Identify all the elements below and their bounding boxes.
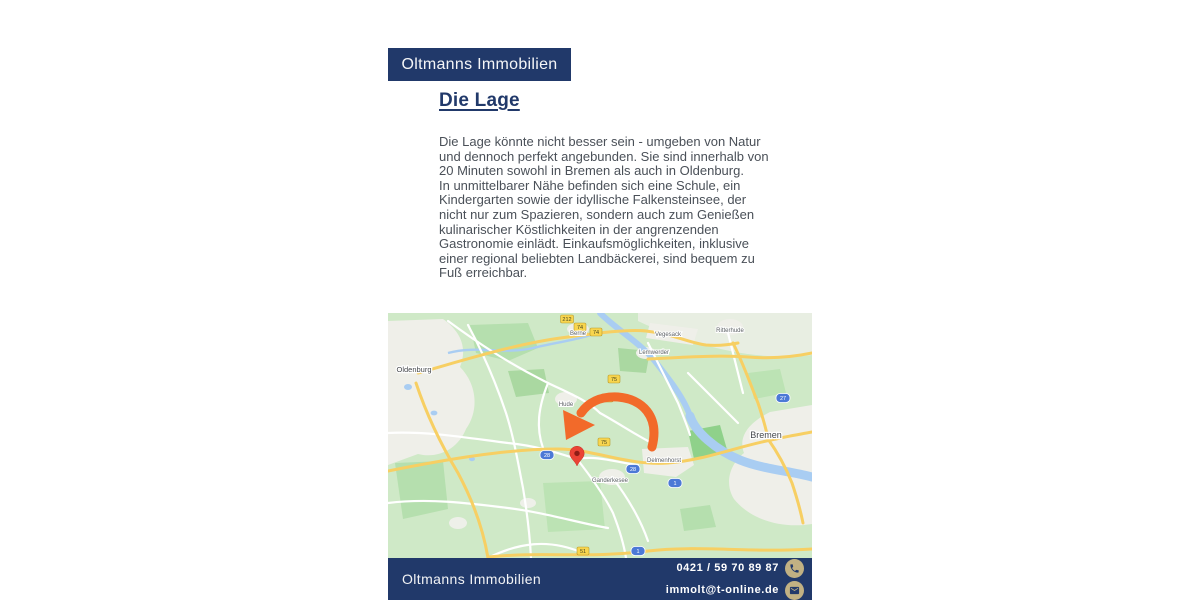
mail-icon (785, 581, 804, 600)
location-paragraph-2: In unmittelbarer Nähe befinden sich eine Schule, ein Kindergarten sowie der idyllische Falkensteinsee, der nicht nur zum Spazieren, sondern auch zum Genießen kulinarischer Köstlichkeiten in der angrenzenden Gastronomie einlädt. Einkaufsmöglichkeiten, inklusive einer regional beliebten Landbäckerei, sind bequem zu Fuß erreichbar. (439, 177, 755, 281)
svg-text:212: 212 (562, 317, 572, 323)
svg-text:74: 74 (576, 325, 584, 331)
page-column (388, 0, 812, 600)
email-address: immolt@t-online.de (665, 584, 779, 596)
phone-row (676, 559, 804, 578)
map-label-ritterhude: Ritterhude (716, 328, 744, 334)
section-title: Die Lage (439, 90, 520, 111)
brand-banner (388, 48, 571, 81)
location-map (388, 313, 812, 558)
phone-icon (785, 559, 804, 578)
map-label-berne: Berne (569, 331, 587, 337)
svg-text:75: 75 (600, 440, 608, 446)
map-label-ganderkesee: Ganderkesee (591, 478, 629, 484)
svg-text:27: 27 (779, 396, 787, 402)
map-image (388, 313, 812, 558)
svg-text:75: 75 (610, 377, 618, 383)
svg-text:28: 28 (629, 467, 637, 473)
map-label-lemwerder: Lemwerder (638, 350, 670, 356)
map-label-oldenburg: Oldenburg (396, 365, 432, 374)
svg-text:51: 51 (579, 549, 587, 555)
map-label-delmenhorst: Delmenhorst (646, 458, 682, 464)
location-description (439, 135, 771, 281)
svg-text:75: 75 (603, 396, 611, 402)
svg-text:1: 1 (673, 481, 677, 487)
phone-number: 0421 / 59 70 89 87 (676, 562, 779, 574)
map-label-hude: Hude (558, 402, 574, 408)
map-label-vegesack: Vegesack (654, 332, 682, 338)
svg-text:28: 28 (543, 453, 551, 459)
svg-text:1: 1 (636, 549, 640, 555)
map-label-bremen: Bremen (750, 430, 782, 440)
location-paragraph-1: Die Lage könnte nicht besser sein - umgeben von Natur und dennoch perfekt angebunden. Sie sind innerhalb von 20 Minuten sowohl in Bremen als auch in Oldenburg. (439, 134, 769, 179)
footer-bar (388, 558, 812, 600)
brand-banner-label: Oltmanns Immobilien (401, 55, 558, 73)
footer-brand-label: Oltmanns Immobilien (402, 571, 542, 587)
footer-contact (666, 559, 804, 600)
svg-text:74: 74 (592, 330, 600, 336)
email-row (666, 581, 804, 600)
